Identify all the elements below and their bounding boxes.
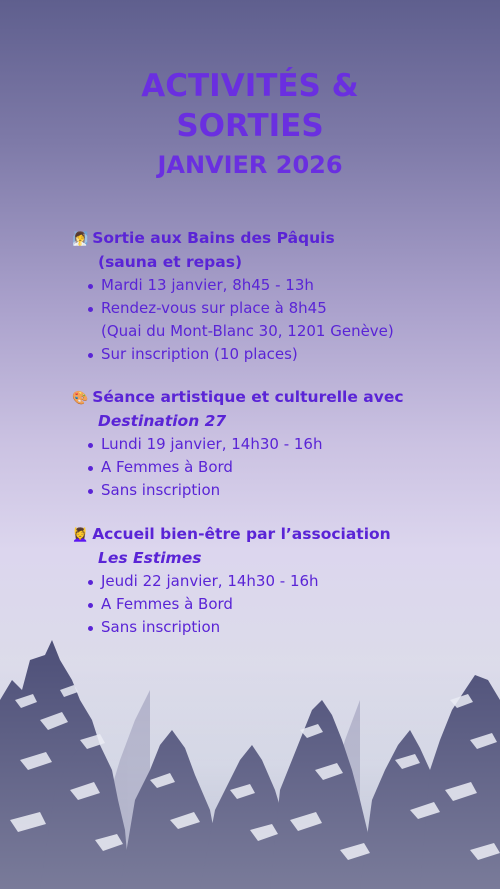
list-item: A Femmes à Bord [72, 593, 482, 616]
event-subheading: Destination 27 [98, 412, 227, 430]
list-item: Sans inscription [72, 479, 482, 502]
event-seance-artistique [72, 386, 482, 502]
month-subtitle: JANVIER 2026 [157, 151, 343, 179]
list-item: Sur inscription (10 places) [72, 343, 482, 366]
list-item: Rendez-vous sur place à 8h45 (Quai du Mont-Blanc 30, 1201 Genève) [72, 297, 482, 343]
list-item: A Femmes à Bord [72, 456, 482, 479]
bullet-icon [88, 353, 93, 358]
event-details-list [72, 274, 482, 366]
title-line-1: ACTIVITÉS & [141, 68, 359, 104]
event-subheading: (sauna et repas) [98, 253, 243, 271]
bullet-icon [88, 580, 93, 585]
address-line: (Quai du Mont-Blanc 30, 1201 Genève) [101, 322, 394, 340]
sauna-woman-icon: 🧖‍♀️ [72, 232, 89, 247]
event-details-list [72, 570, 482, 639]
bullet-icon [88, 307, 93, 312]
list-item: Lundi 19 janvier, 14h30 - 16h [72, 433, 482, 456]
title-line-2: SORTIES [176, 108, 324, 144]
bullet-icon [88, 603, 93, 608]
bullet-icon [88, 284, 93, 289]
event-subheading: Les Estimes [98, 549, 202, 567]
event-bains-des-paquis [72, 227, 482, 366]
event-heading: 💆‍♀️ Accueil bien-être par l’association [72, 525, 391, 543]
massage-woman-icon: 💆‍♀️ [72, 528, 89, 543]
list-item: Jeudi 22 janvier, 14h30 - 16h [72, 570, 482, 593]
event-heading: 🎨 Séance artistique et culturelle avec [72, 388, 404, 406]
bullet-icon [88, 466, 93, 471]
bullet-icon [88, 443, 93, 448]
list-item: Mardi 13 janvier, 8h45 - 13h [72, 274, 482, 297]
event-heading: 🧖‍♀️ Sortie aux Bains des Pâquis [72, 229, 335, 247]
art-palette-icon: 🎨 [72, 391, 89, 406]
event-accueil-bien-etre [72, 523, 482, 639]
bullet-icon [88, 489, 93, 494]
list-item: Sans inscription [72, 616, 482, 639]
bullet-icon [88, 626, 93, 631]
event-details-list [72, 433, 482, 502]
